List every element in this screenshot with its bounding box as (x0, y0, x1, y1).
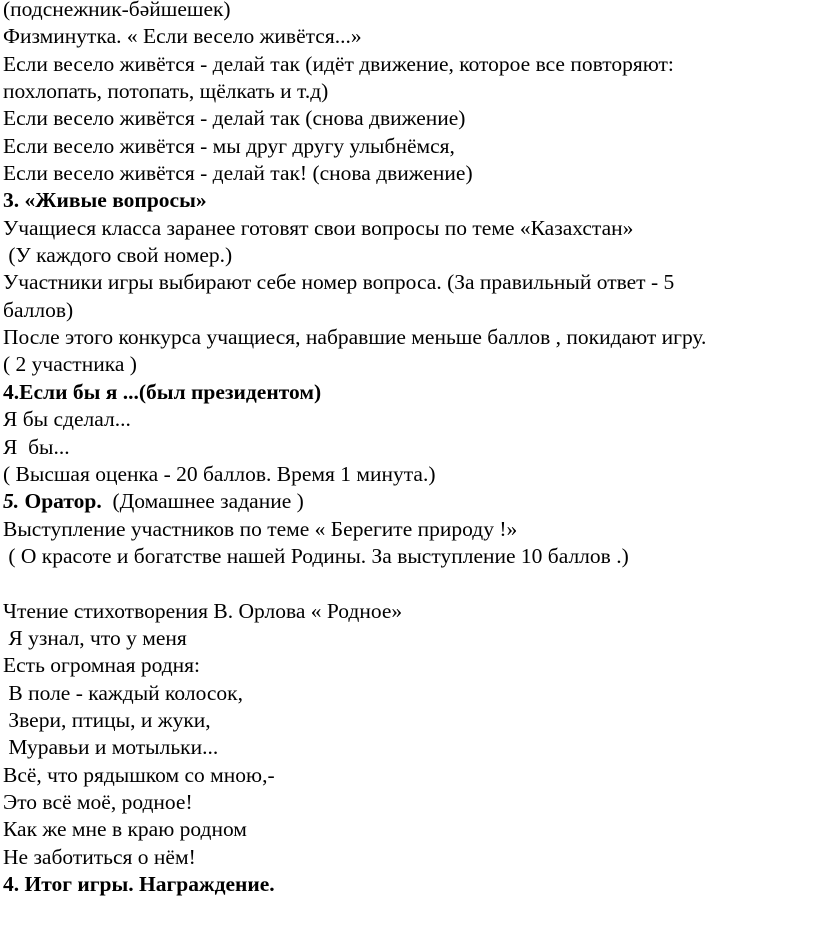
poem-line: В поле - каждый колосок, (3, 680, 243, 705)
text-line: похлопать, потопать, щёлкать и т.д) (3, 79, 329, 104)
section-number: 5. (3, 489, 20, 514)
poem-line: Всё, что рядышком со мною,- (3, 762, 275, 787)
poem-line: Это всё моё, родное! (3, 789, 193, 814)
document-page (3, 0, 813, 898)
poem-line: Как же мне в краю родном (3, 817, 247, 842)
text-line: (У каждого свой номер.) (3, 243, 233, 268)
text-line: ( 2 участника ) (3, 352, 137, 377)
poem-line: Звери, птицы, и жуки, (3, 707, 211, 732)
text-line: После этого конкурса учащиеся, набравшие меньше баллов , покидают игру. (3, 325, 707, 350)
text-line: баллов) (3, 297, 74, 322)
text-line: (подснежник-бәйшешек) (3, 0, 231, 21)
poem-line: Есть огромная родня: (3, 653, 201, 678)
section-note: (Домашнее задание ) (101, 489, 304, 514)
text-line: Участники игры выбирают себе номер вопроса. (За правильный ответ - 5 (3, 270, 675, 295)
text-line: Если весело живётся - делай так! (снова движение) (3, 161, 473, 186)
section-heading-5 (3, 488, 813, 515)
poem-line: Муравьи и мотыльки... (3, 735, 219, 760)
text-line: Физминутка. « Если весело живётся...» (3, 24, 362, 49)
text-line: Чтение стихотворения В. Орлова « Родное» (3, 598, 403, 623)
text-line: Учащиеся класса заранее готовят свои вопросы по теме «Казахстан» (3, 215, 634, 240)
text-line: Я бы сделал... (3, 407, 131, 432)
section-title: Оратор. (19, 489, 102, 514)
section-heading-4: 4.Если бы я ...(был президентом) (3, 379, 322, 404)
text-line: Выступление участников по теме « Берегите природу !» (3, 516, 518, 541)
poem-line: Не заботиться о нём! (3, 844, 196, 869)
text-line: Если весело живётся - мы друг другу улыбнёмся, (3, 133, 455, 158)
text-line: ( О красоте и богатстве нашей Родины. За выступление 10 баллов .) (3, 543, 629, 568)
section-heading-3: 3. «Живые вопросы» (3, 188, 207, 213)
section-heading-final: 4. Итог игры. Награждение. (3, 872, 275, 896)
text-line: Если весело живётся - делай так (снова движение) (3, 106, 466, 131)
blank-line (3, 570, 813, 597)
text-line: Если весело живётся - делай так (идёт движение, которое все повторяют: (3, 51, 674, 76)
poem-line: Я узнал, что у меня (3, 625, 187, 650)
text-line: ( Высшая оценка - 20 баллов. Время 1 минута.) (3, 461, 436, 486)
text-line: Я бы... (3, 434, 70, 459)
